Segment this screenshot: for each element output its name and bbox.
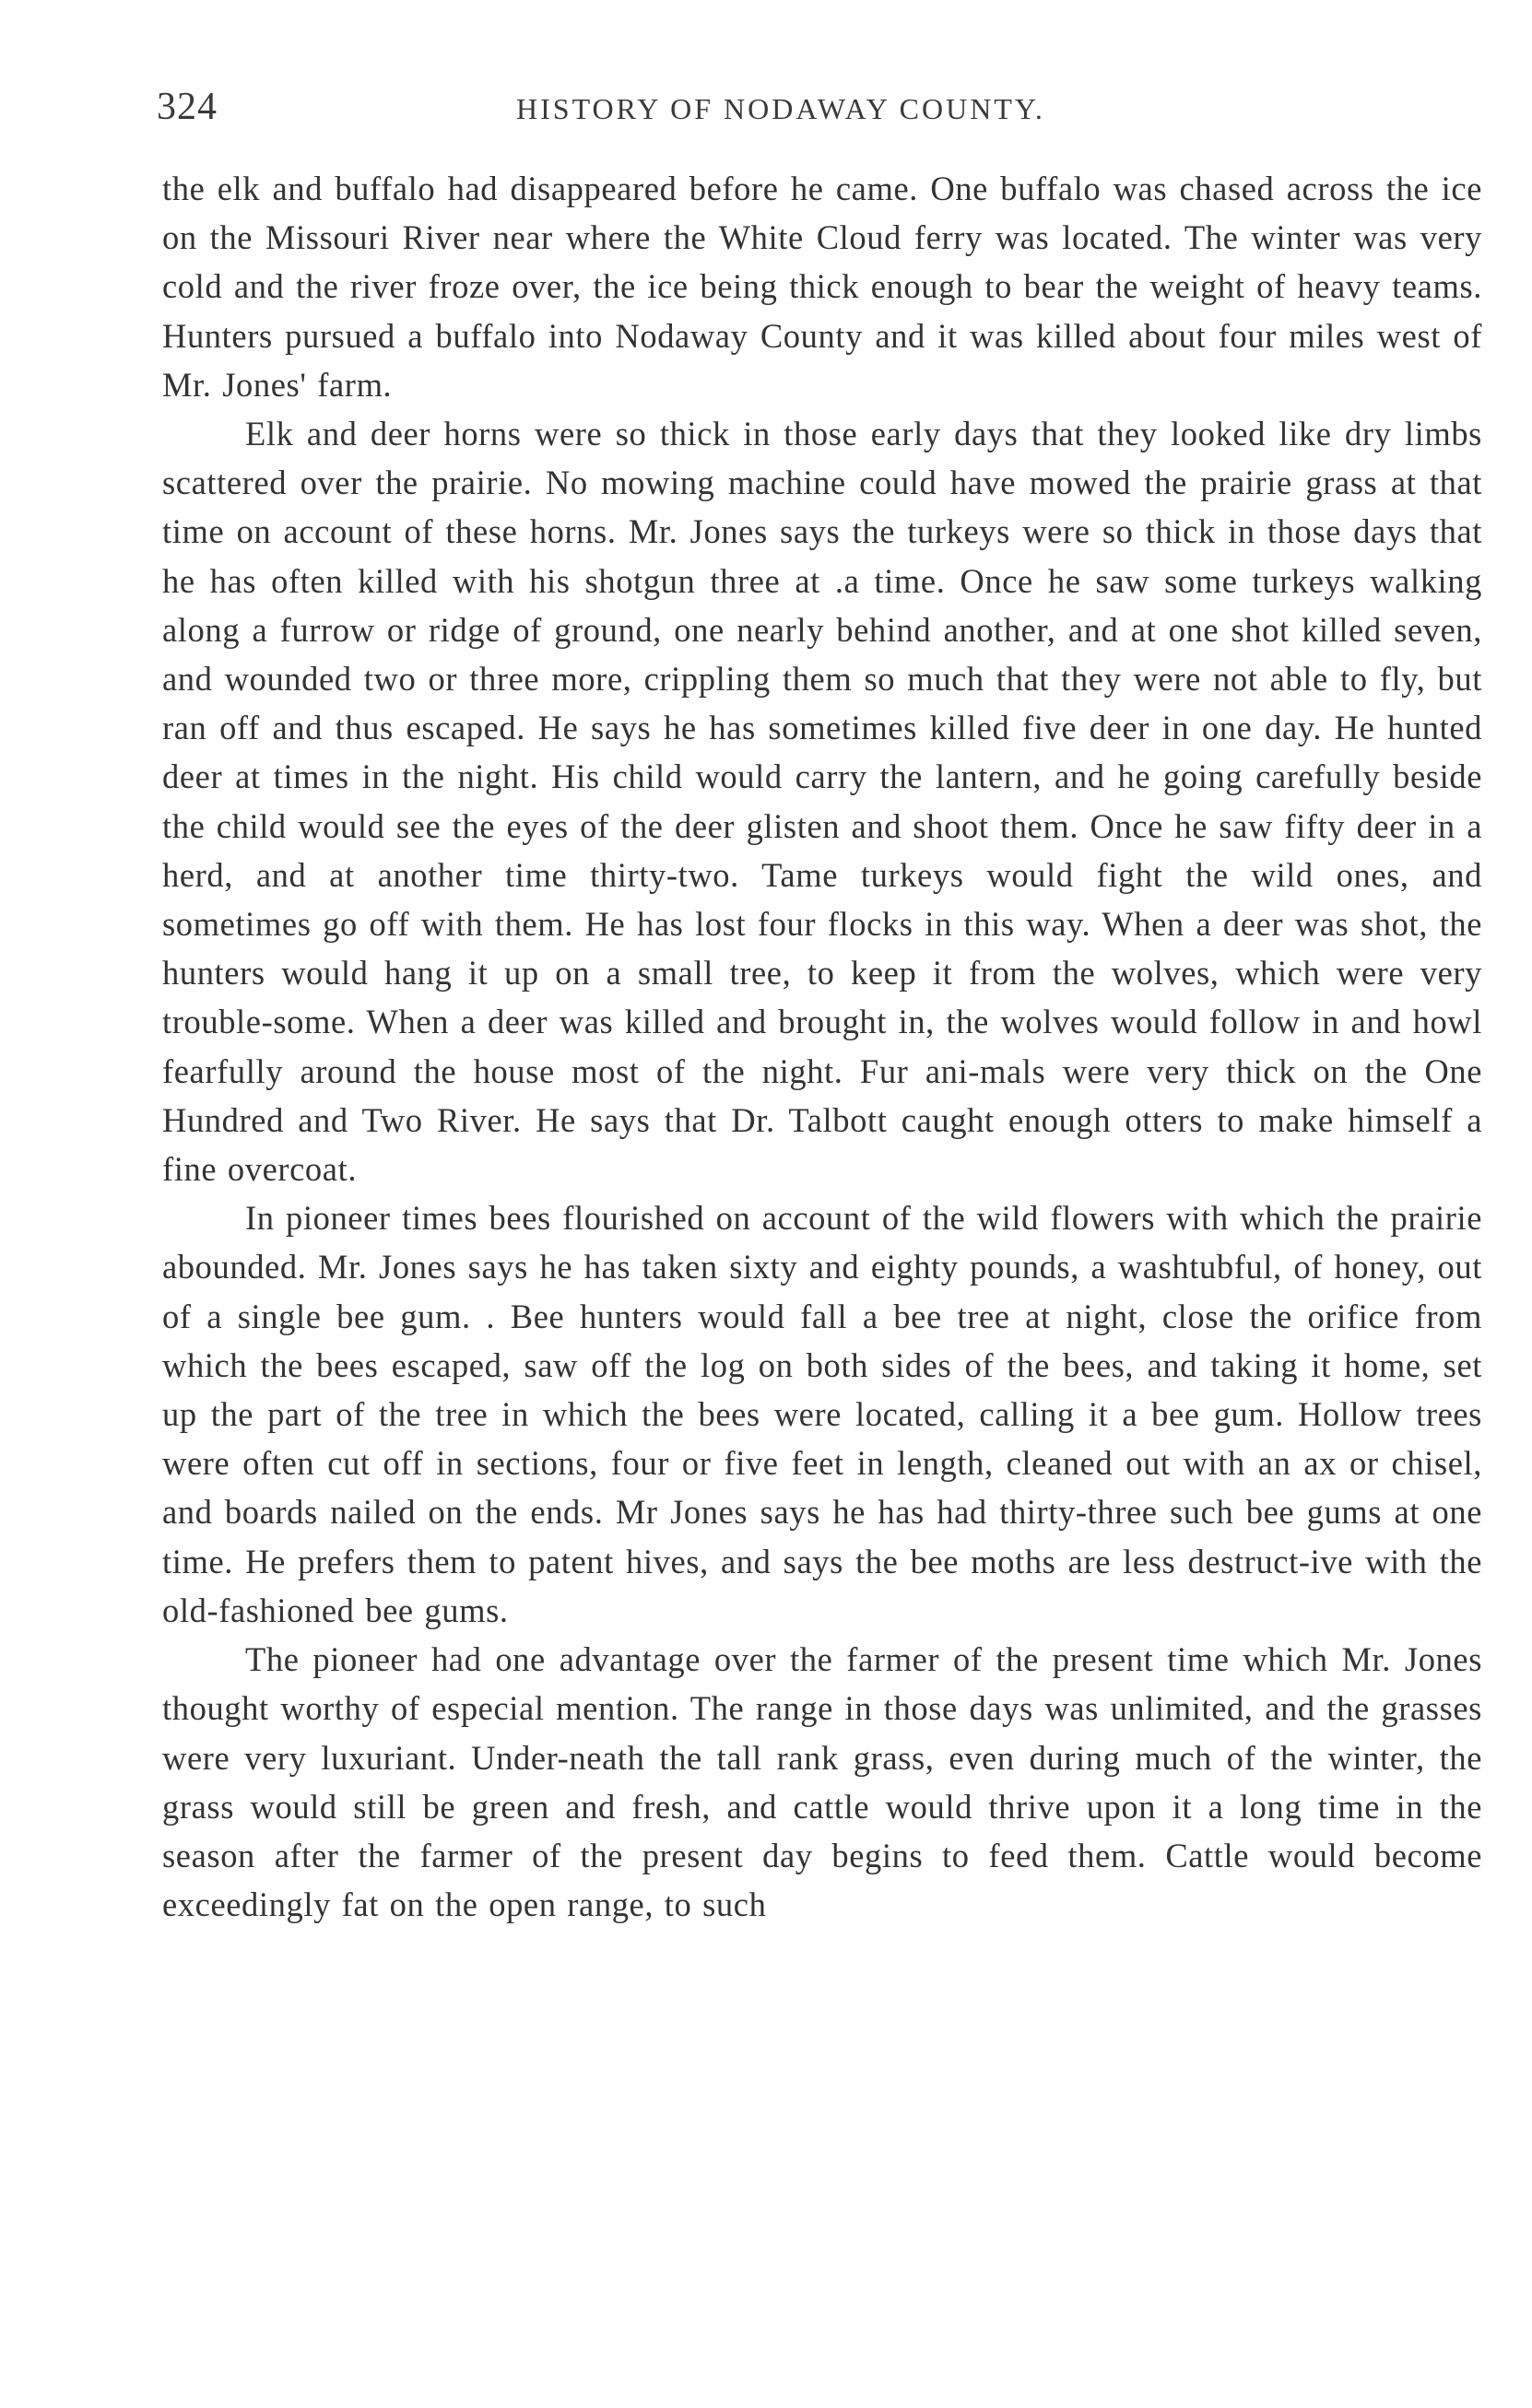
running-title: HISTORY OF NODAWAY COUNTY.	[516, 92, 1045, 125]
paragraph-open-range: The pioneer had one advantage over the farmer of the present time which Mr. Jones thought worthy of especial mention. The range in those days was unlimited, and the grasses were very luxuriant. Under-neath the tall rank grass, even during much of the winter, the grass would still be green and fresh, and cattle would thrive upon it a long time in the season after the farmer of the present day begins to feed them. Cattle would become exceedingly fat on the open range, to such	[162, 1640, 1482, 1924]
paragraph-elk-deer-turkeys: Elk and deer horns were so thick in those early days that they looked like dry limbs scattered over the prairie. No mowing machine could have mowed the prairie grass at that time on account of these horns. Mr. Jones says the turkeys were so thick in those days that he has often killed with his shotgun three at .a time. Once he saw some turkeys walking along a furrow or ridge of ground, one nearly behind another, and at one shot killed seven, and wounded two or three more, crippling them so much that they were not able to fly, but ran off and thus escaped. He says he has sometimes killed five deer in one day. He hunted deer at times in the night. His child would carry the lantern, and he going carefully beside the child would see the eyes of the deer glisten and shoot them. Once he saw fifty deer in a herd, and at another time thirty-two. Tame turkeys would fight the wild ones, and sometimes go off with them. He has lost four flocks in this way. When a deer was shot, the hunters would hang it up on a small tree, to keep it from the wolves, which were very trouble-some. When a deer was killed and brought in, the wolves would follow in and howl fearfully around the house most of the night. Fur ani-mals were very thick on the One Hundred and Two River. He says that Dr. Talbott caught enough otters to make himself a fine overcoat.	[162, 415, 1482, 1189]
body-text	[162, 164, 1482, 1929]
page-number: 324	[157, 86, 218, 128]
running-head	[157, 85, 1484, 140]
paragraph-bees: In pioneer times bees flourished on account of the wild flowers with which the prairie abounded. Mr. Jones says he has taken sixty and eighty pounds, a washtubful, of honey, out of a single bee gum. . Bee hunters would fall a bee tree at night, close the orifice from which the bees escaped, saw off the log on both sides of the bees, and taking it home, set up the part of the tree in which the bees were located, calling it a bee gum. Hollow trees were often cut off in sections, four or five feet in length, cleaned out with an ax or chisel, and boards nailed on the ends. Mr Jones says he has had thirty-three such bee gums at one time. He prefers them to patent hives, and says the bee moths are less destruct-ive with the old-fashioned bee gums.	[162, 1199, 1482, 1629]
paragraph-buffalo: the elk and buffalo had disappeared before he came. One buffalo was chased across the ice on the Missouri River near where the White Cloud ferry was located. The winter was very cold and the river froze over, the ice being thick enough to bear the weight of heavy teams. Hunters pursued a buffalo into Nodaway County and it was killed about four miles west of Mr. Jones' farm.	[162, 170, 1482, 404]
